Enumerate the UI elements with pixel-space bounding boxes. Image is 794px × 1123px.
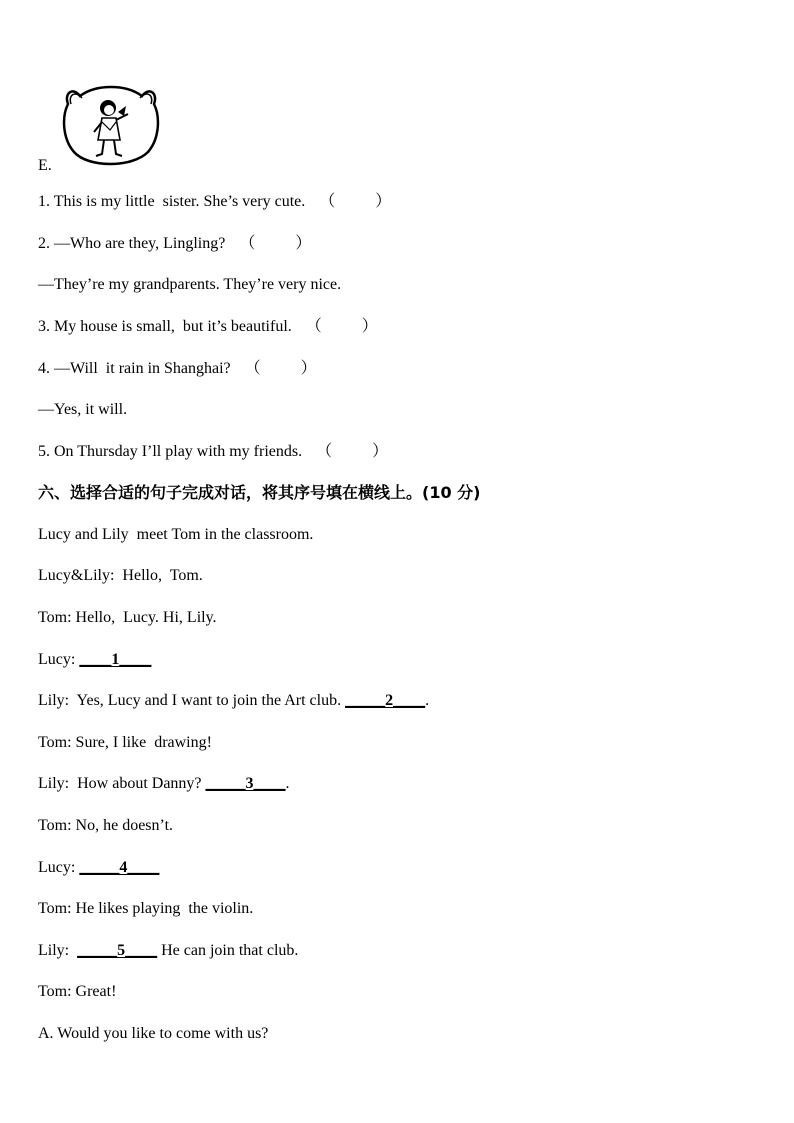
answer-bracket[interactable]: （ ） — [316, 443, 389, 460]
dialogue-text: Tom: Sure, I like drawing! — [38, 734, 212, 751]
question-text: 2. —Who are they, Lingling? — [38, 235, 226, 252]
answer-blank-4[interactable]: _____4____ — [79, 859, 160, 876]
question-text: —They’re my grandparents. They’re very nice. — [38, 276, 342, 293]
question-2-reply — [38, 275, 341, 295]
dialogue-line — [38, 816, 173, 836]
dialogue-line — [38, 733, 212, 753]
question-text: 5. On Thursday I’ll play with my friends. — [38, 443, 303, 460]
dialogue-line — [38, 858, 159, 878]
answer-blank-3[interactable]: _____3____ — [205, 775, 286, 792]
dialogue-line — [38, 650, 151, 670]
dialogue-line — [38, 608, 217, 628]
dialogue-text: Lucy&Lily: Hello, Tom. — [38, 567, 203, 584]
dialogue-line — [38, 982, 116, 1002]
question-text: 1. This is my little sister. She’s very cute. — [38, 193, 306, 210]
answer-blank-2[interactable]: _____2____ — [345, 692, 426, 709]
dialogue-line — [38, 941, 298, 961]
section-6-intro: Lucy and Lily meet Tom in the classroom. — [38, 526, 314, 543]
dialogue-line — [38, 899, 253, 919]
answer-blank-5[interactable]: _____5____ — [77, 942, 158, 959]
question-text: 3. My house is small, but it’s beautiful. — [38, 318, 292, 335]
question-3 — [38, 317, 378, 337]
dialogue-text: Lily: Yes, Lucy and I want to join the Art club. — [38, 692, 346, 709]
question-4 — [38, 359, 317, 379]
answer-bracket[interactable]: （ ） — [239, 235, 312, 252]
dialogue-text: Lily: How about Danny? — [38, 775, 206, 792]
dialogue-text: . — [425, 692, 430, 709]
question-5 — [38, 442, 388, 462]
girl-illustration — [62, 82, 160, 168]
option-a: A. Would you like to come with us? — [38, 1025, 269, 1042]
question-text: 4. —Will it rain in Shanghai? — [38, 360, 231, 377]
answer-blank-1[interactable]: ____1____ — [79, 651, 152, 668]
answer-bracket[interactable]: （ ） — [305, 318, 378, 335]
question-text: —Yes, it will. — [38, 401, 128, 418]
dialogue-text: Tom: Great! — [38, 983, 117, 1000]
dialogue-line — [38, 774, 290, 794]
answer-bracket[interactable]: （ ） — [319, 193, 392, 210]
dialogue-text: He can join that club. — [157, 942, 299, 959]
dialogue-line — [38, 566, 203, 586]
answer-bracket[interactable]: （ ） — [244, 360, 317, 377]
dialogue-line — [38, 691, 429, 711]
dialogue-text: Tom: Hello, Lucy. Hi, Lily. — [38, 609, 217, 626]
dialogue-text: Lily: — [38, 942, 78, 959]
question-4-reply — [38, 400, 127, 420]
dialogue-text: Tom: No, he doesn’t. — [38, 817, 174, 834]
dialogue-text: Lucy: — [38, 651, 80, 668]
dialogue-text: Lucy: — [38, 859, 80, 876]
section-6-heading: 六、选择合适的句子完成对话，将其序号填在横线上。(10 分) — [38, 483, 481, 502]
question-1 — [38, 192, 391, 212]
dialogue-text: Tom: He likes playing the violin. — [38, 900, 254, 917]
option-e-letter: E. — [38, 157, 52, 174]
dialogue-text: . — [285, 775, 290, 792]
question-2 — [38, 234, 311, 254]
